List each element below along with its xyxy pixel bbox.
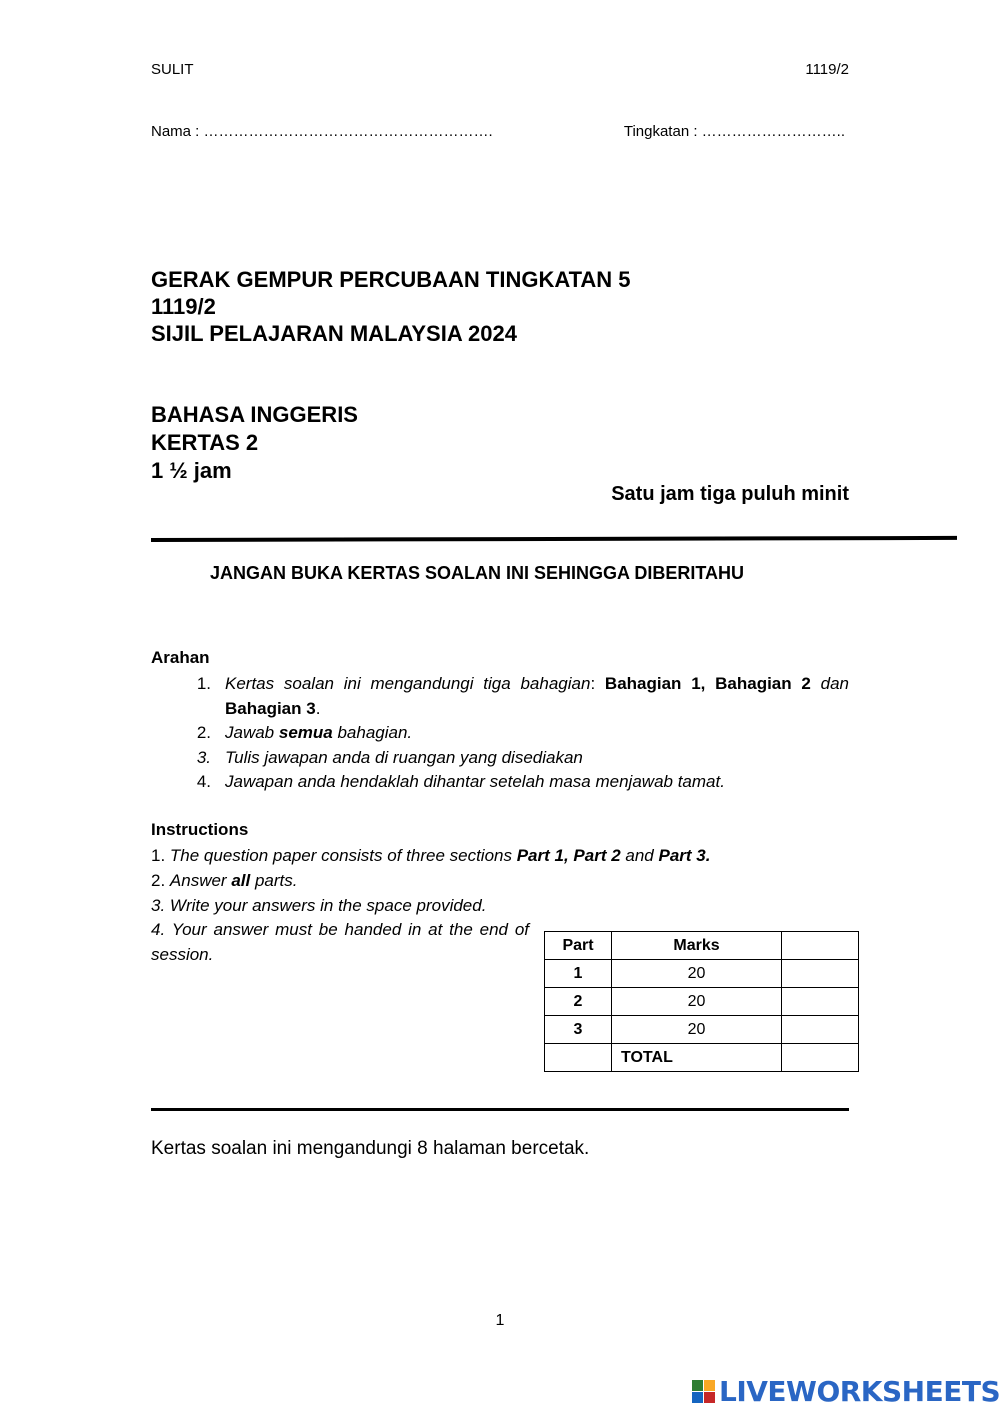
- table-row: [545, 960, 859, 988]
- table-header-cell: Marks: [612, 932, 782, 960]
- duration-in-words: Satu jam tiga puluh minit: [611, 483, 849, 505]
- exam-title: GERAK GEMPUR PERCUBAAN TINGKATAN 5: [151, 267, 631, 292]
- table-cell: 20: [612, 1016, 782, 1044]
- marks-table: [544, 931, 859, 1072]
- paper-number: KERTAS 2: [151, 430, 259, 455]
- table-cell: [782, 988, 859, 1016]
- table-row: [545, 988, 859, 1016]
- table-row: [545, 1044, 859, 1072]
- divider-bottom: [151, 1108, 849, 1111]
- list-number: 2.: [196, 723, 211, 742]
- table-cell: 20: [612, 960, 782, 988]
- list-text: Jawab semua bahagian.: [225, 723, 413, 742]
- table-row: [545, 1016, 859, 1044]
- list-text: Jawapan anda hendaklah dihantar setelah masa menjawab tamat.: [225, 772, 725, 791]
- list-text: Kertas soalan ini mengandungi tiga bahagian: Bahagian 1, Bahagian 2 dan Bahagian 3.: [225, 674, 849, 718]
- form-field-line: Tingkatan : ………………………..: [623, 123, 845, 140]
- table-cell: 20: [612, 988, 782, 1016]
- do-not-open-warning: JANGAN BUKA KERTAS SOALAN INI SEHINGGA DIBERITAHU: [210, 563, 745, 583]
- table-cell: [782, 960, 859, 988]
- table-header-row: [545, 932, 859, 960]
- exam-certificate: SIJIL PELAJARAN MALAYSIA 2024: [151, 321, 517, 346]
- arahan-list: [151, 672, 849, 795]
- instructions-heading: Instructions: [151, 820, 249, 839]
- page-count-note: Kertas soalan ini mengandungi 8 halaman bercetak.: [151, 1138, 590, 1159]
- table-header-cell: Part: [545, 932, 612, 960]
- subject-name: BAHASA INGGERIS: [151, 402, 358, 427]
- table-cell: [545, 1044, 612, 1072]
- header-paper-code: 1119/2: [805, 61, 849, 78]
- list-item: 4. Your answer must be handed in at the end of session.: [151, 920, 529, 964]
- list-item: [151, 746, 849, 771]
- exam-code: 1119/2: [151, 294, 216, 319]
- liveworksheets-logo-icon: [692, 1380, 715, 1403]
- list-number: 3.: [196, 747, 211, 767]
- exam-title-block: [151, 266, 631, 347]
- table-cell: 1: [545, 960, 612, 988]
- header-sulit: SULIT: [151, 61, 194, 78]
- instructions-list: [151, 844, 710, 918]
- table-cell: 2: [545, 988, 612, 1016]
- list-number: 1.: [196, 674, 211, 693]
- liveworksheets-watermark: [692, 1375, 1000, 1408]
- table-header-cell: [782, 932, 859, 960]
- list-item: 1. The question paper consists of three sections Part 1, Part 2 and Part 3.: [151, 846, 711, 865]
- table-cell: TOTAL: [612, 1044, 782, 1072]
- watermark-text: LIVEWORKSHEETS: [719, 1375, 1000, 1408]
- list-item: [151, 721, 849, 746]
- divider-top: [151, 536, 957, 542]
- subject-block: [151, 401, 358, 485]
- list-item: [151, 770, 849, 795]
- list-item: 2. Answer all parts.: [151, 870, 298, 890]
- table-cell: 3: [545, 1016, 612, 1044]
- list-item: 3. Write your answers in the space provided.: [151, 895, 487, 915]
- name-field-line: Nama : ………………………………………………….: [151, 123, 493, 140]
- list-number: 4.: [196, 772, 211, 791]
- table-cell: [782, 1016, 859, 1044]
- list-item: [151, 672, 849, 721]
- paper-duration: 1 ½ jam: [151, 458, 232, 483]
- arahan-heading: Arahan: [151, 648, 210, 667]
- table-cell: [782, 1044, 859, 1072]
- page-number: 1: [495, 1312, 505, 1329]
- list-text: Tulis jawapan anda di ruangan yang disediakan: [225, 747, 583, 767]
